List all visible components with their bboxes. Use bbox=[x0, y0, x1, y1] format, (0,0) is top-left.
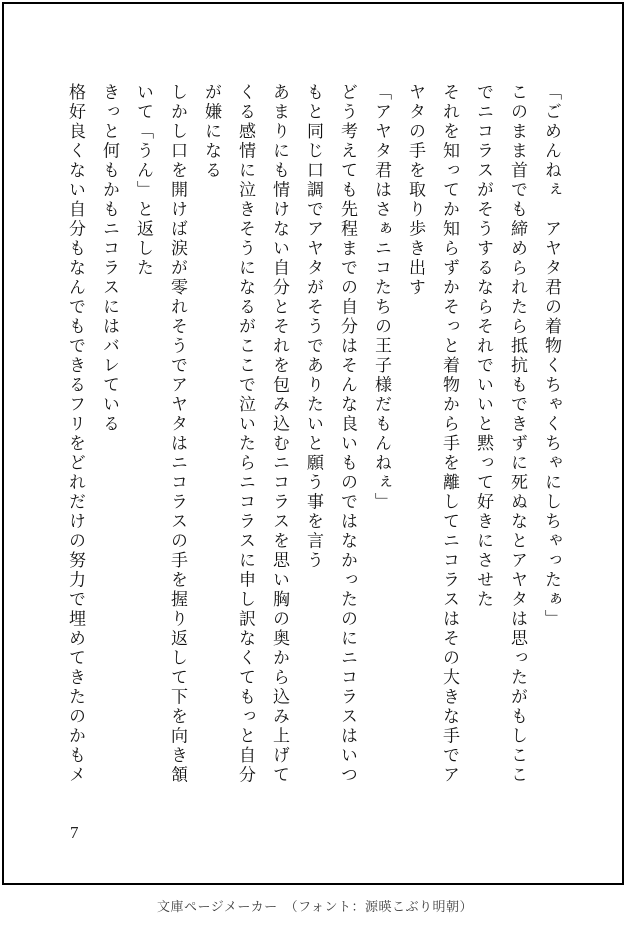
text-line: ヤタの手を取り歩き出す bbox=[406, 83, 425, 298]
text-line: 「アヤタ君はさぁニコたちの王子様だもんねぇ」 bbox=[372, 83, 391, 512]
text-line: が嫌になる bbox=[202, 83, 221, 181]
text-line: それを知ってか知らずかそっと着物から手を離してニコラスはその大きな手でア bbox=[440, 83, 459, 785]
text-line: どう考えても先程までの自分はそんな良いものではなかったのにニコラスはいつ bbox=[338, 83, 357, 785]
text-line: このまま首でも締められたら抵抗もできずに死ぬなとアヤタは思ったがもしここ bbox=[508, 83, 527, 785]
footer-caption: 文庫ページメーカー （フォント：源暎こぶり明朝） bbox=[157, 899, 473, 914]
text-line: いて「うん」と返した bbox=[134, 83, 153, 278]
text-line: あまりにも情けない自分とそれを包み込むニコラスを思い胸の奥から込み上げて bbox=[270, 83, 289, 785]
text-line: 格好良くない自分もなんでもできるフリをどれだけの努力で埋めてきたのかもメ bbox=[66, 83, 85, 785]
text-line: しかし口を開けば涙が零れそうでアヤタはニコラスの手を握り返して下を向き頷 bbox=[168, 83, 187, 785]
text-line: きっと何もかもニコラスにはバレている bbox=[100, 83, 119, 434]
text-line: 「ごめんねぇ アヤタ君の着物くちゃくちゃにしちゃったぁ」 bbox=[542, 83, 561, 629]
text-line: くる感情に泣きそうになるがここで泣いたらニコラスに申し訳なくてもっと自分 bbox=[236, 83, 255, 785]
text-line: でニコラスがそうするならそれでいいと黙って好きにさせた bbox=[474, 83, 493, 610]
page-number: 7 bbox=[70, 823, 79, 842]
vertical-text-body bbox=[58, 83, 568, 831]
text-line: もと同じ口調でアヤタがそうでありたいと願う事を言う bbox=[304, 83, 323, 571]
